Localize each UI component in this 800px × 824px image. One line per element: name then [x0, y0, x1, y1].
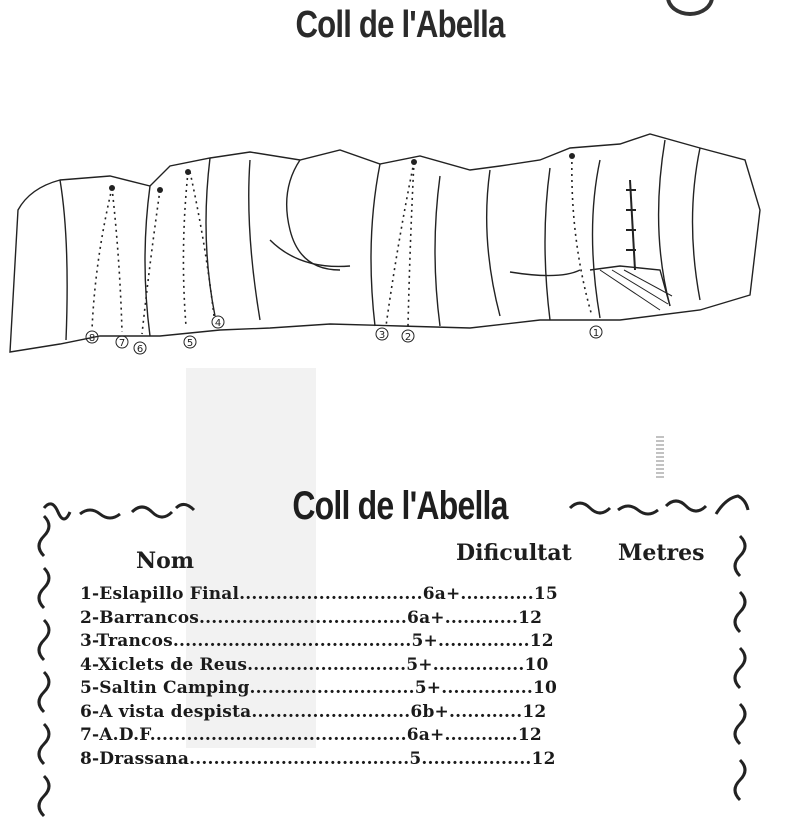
- route-marker-2: [402, 330, 414, 343]
- crag-topo-drawing: [0, 120, 800, 360]
- marker-label: 1: [592, 328, 600, 339]
- lizard-border-icon: [722, 530, 762, 824]
- marker-label: 4: [214, 318, 222, 329]
- crack-hatching: [600, 180, 672, 310]
- route-marker-5: [184, 336, 196, 349]
- scan-speck: [656, 436, 664, 478]
- route-marker-4: [212, 316, 224, 329]
- header-name: Nom: [136, 548, 195, 574]
- marker-label: 5: [186, 338, 194, 349]
- marker-label: 8: [88, 333, 96, 344]
- lizard-border-icon: [30, 510, 70, 824]
- table-title: Coll de l'Abella: [292, 484, 508, 528]
- route-marker-7: [116, 336, 128, 349]
- marker-label: 6: [136, 344, 144, 355]
- marker-label: 2: [404, 332, 412, 343]
- route-lines: [92, 156, 592, 334]
- route-anchors: [109, 153, 575, 193]
- route-row: 4-Xiclets de Reus..........................5+...............10: [80, 654, 549, 675]
- route-list: [80, 583, 700, 771]
- route-marker-8: [86, 331, 98, 344]
- route-row: 1-Eslapillo Final..............................6a+............15: [80, 584, 558, 604]
- route-marker-1: [590, 326, 602, 339]
- route-row: 8-Drassana....................................5..................12: [80, 748, 556, 769]
- route-marker-6: [134, 342, 146, 355]
- header-meters: Metres: [618, 540, 705, 566]
- crag-outline: [10, 134, 760, 352]
- route-row: 5-Saltin Camping...........................5+...............10: [80, 678, 558, 698]
- marker-label: 3: [378, 330, 386, 341]
- header-difficulty: Dificultat: [456, 540, 572, 566]
- route-row: 2-Barrancos..................................6a+............12: [80, 607, 543, 628]
- route-row: 7-A.D.F..........................................6a+............12: [80, 725, 542, 745]
- marker-label: 7: [118, 338, 126, 349]
- route-marker-3: [376, 328, 388, 341]
- page-title: Coll de l'Abella: [295, 4, 505, 46]
- route-row: 3-Trancos.......................................5+...............12: [80, 631, 554, 651]
- route-row: 6-A vista despista..........................6b+............12: [80, 701, 547, 722]
